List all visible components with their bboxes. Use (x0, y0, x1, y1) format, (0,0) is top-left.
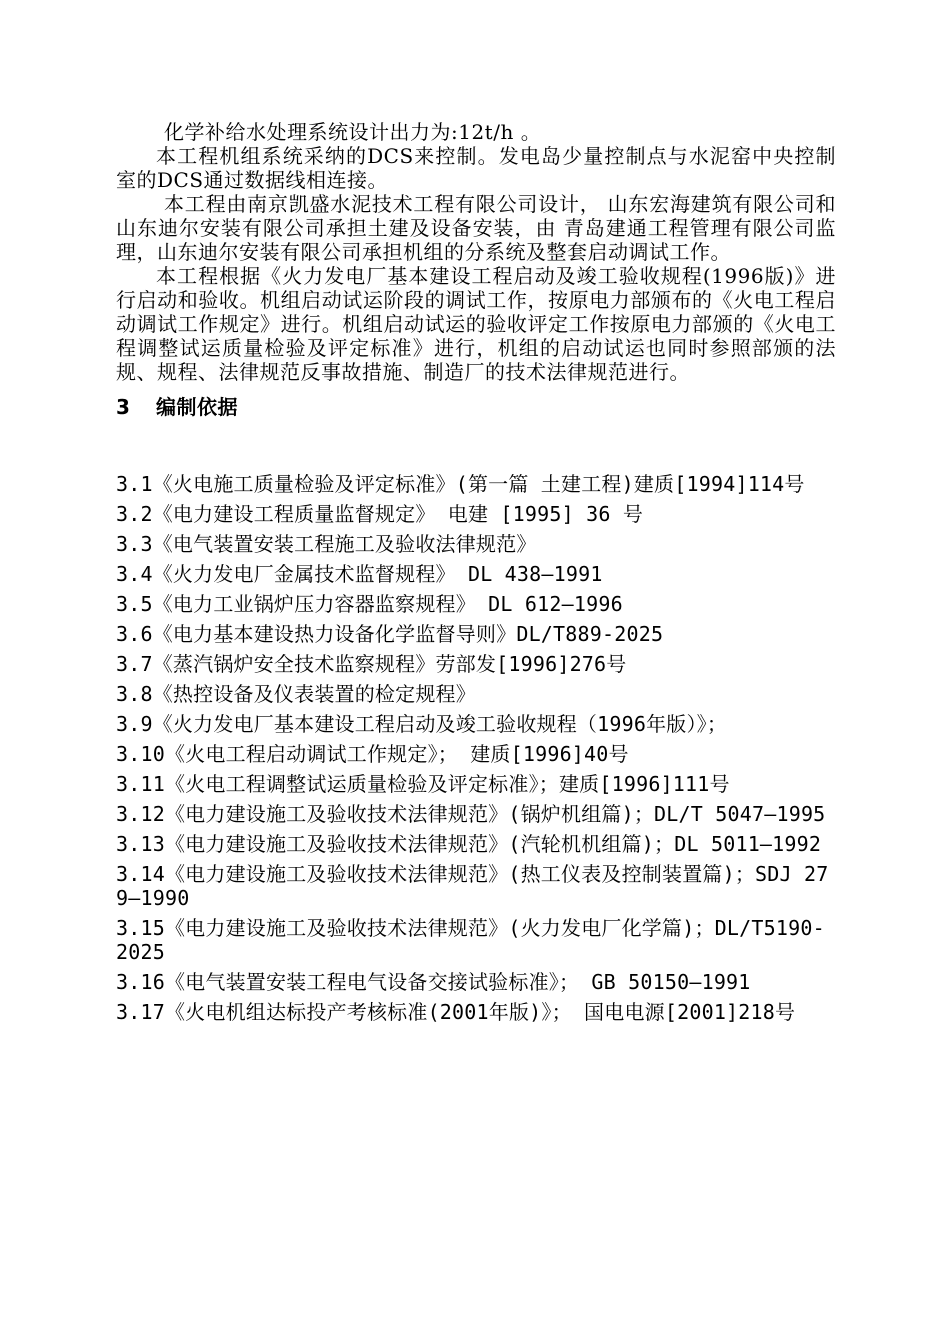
reference-item: 3.10《火电工程启动调试工作规定》； 建质[1996]40号 (116, 742, 629, 766)
reference-item: 3.2《电力建设工程质量监督规定》 电建 [1995] 36 号 (116, 502, 644, 526)
paragraph-water-treatment: 化学补给水处理系统设计出力为:12t/h 。 (164, 120, 542, 144)
reference-item: 3.8《热控设备及仪表装置的检定规程》 (116, 682, 476, 706)
reference-item: 3.3《电气装置安装工程施工及验收法律规范》 (116, 532, 537, 556)
reference-item: 3.11《火电工程调整试运质量检验及评定标准》；建质[1996]111号 (116, 772, 730, 796)
paragraph-dcs-control: 本工程机组系统采纳的DCS来控制。发电岛少量控制点与水泥窑中央控制室的DCS通过数据线相连接。 (116, 144, 836, 192)
section-heading (116, 392, 836, 422)
reference-item: 3.14《电力建设施工及验收技术法律规范》(热工仪表及控制装置篇)；SDJ 279—1990 (116, 862, 829, 910)
reference-item: 3.5《电力工业锅炉压力容器监察规程》 DL 612—1996 (116, 592, 623, 616)
reference-item: 3.7《蒸汽锅炉安全技术监察规程》劳部发[1996]276号 (116, 652, 627, 676)
paragraph-acceptance-basis: 本工程根据《火力发电厂基本建设工程启动及竣工验收规程(1996版)》进行启动和验收。机组启动试运阶段的调试工作，按原电力部颁布的《火电工程启动调试工作规定》进行。机组启动试运的验收评定工作按原电力部颁的《火电工程调整试运质量检验及评定标准》进行，机组的启动试运也同时参照部颁的法规、规程、法律规范反事故措施、制造厂的技术法律规范进行。 (116, 264, 836, 384)
section-number: 3 (116, 395, 131, 419)
reference-list (116, 472, 836, 1024)
document-body (116, 120, 836, 1030)
reference-item: 3.12《电力建设施工及验收技术法律规范》(锅炉机组篇)；DL/T 5047—1995 (116, 802, 826, 826)
reference-item: 3.4《火力发电厂金属技术监督规程》 DL 438—1991 (116, 562, 603, 586)
reference-item: 3.13《电力建设施工及验收技术法律规范》(汽轮机机组篇)；DL 5011—1992 (116, 832, 822, 856)
section-title: 编制依据 (156, 395, 238, 419)
reference-item: 3.6《电力基本建设热力设备化学监督导则》DL/T889-2025 (116, 622, 664, 646)
reference-item: 3.9《火力发电厂基本建设工程启动及竣工验收规程（1996年版）》； (116, 712, 728, 736)
reference-item: 3.1《火电施工质量检验及评定标准》(第一篇 土建工程)建质[1994]114号 (116, 472, 805, 496)
reference-item: 3.16《电气装置安装工程电气设备交接试验标准》； GB 50150—1991 (116, 970, 751, 994)
paragraph-project-parties: 本工程由南京凯盛水泥技术工程有限公司设计， 山东宏海建筑有限公司和山东迪尔安装有限公司承担土建及设备安装，由 青岛建通工程管理有限公司监理，山东迪尔安装有限公司承担机组的分系统及整套启动调试工作。 (116, 192, 836, 264)
reference-item: 3.17《火电机组达标投产考核标准(2001年版)》； 国电电源[2001]218号 (116, 1000, 796, 1024)
reference-item: 3.15《电力建设施工及验收技术法律规范》(火力发电厂化学篇)；DL/T5190-2025 (116, 916, 825, 964)
